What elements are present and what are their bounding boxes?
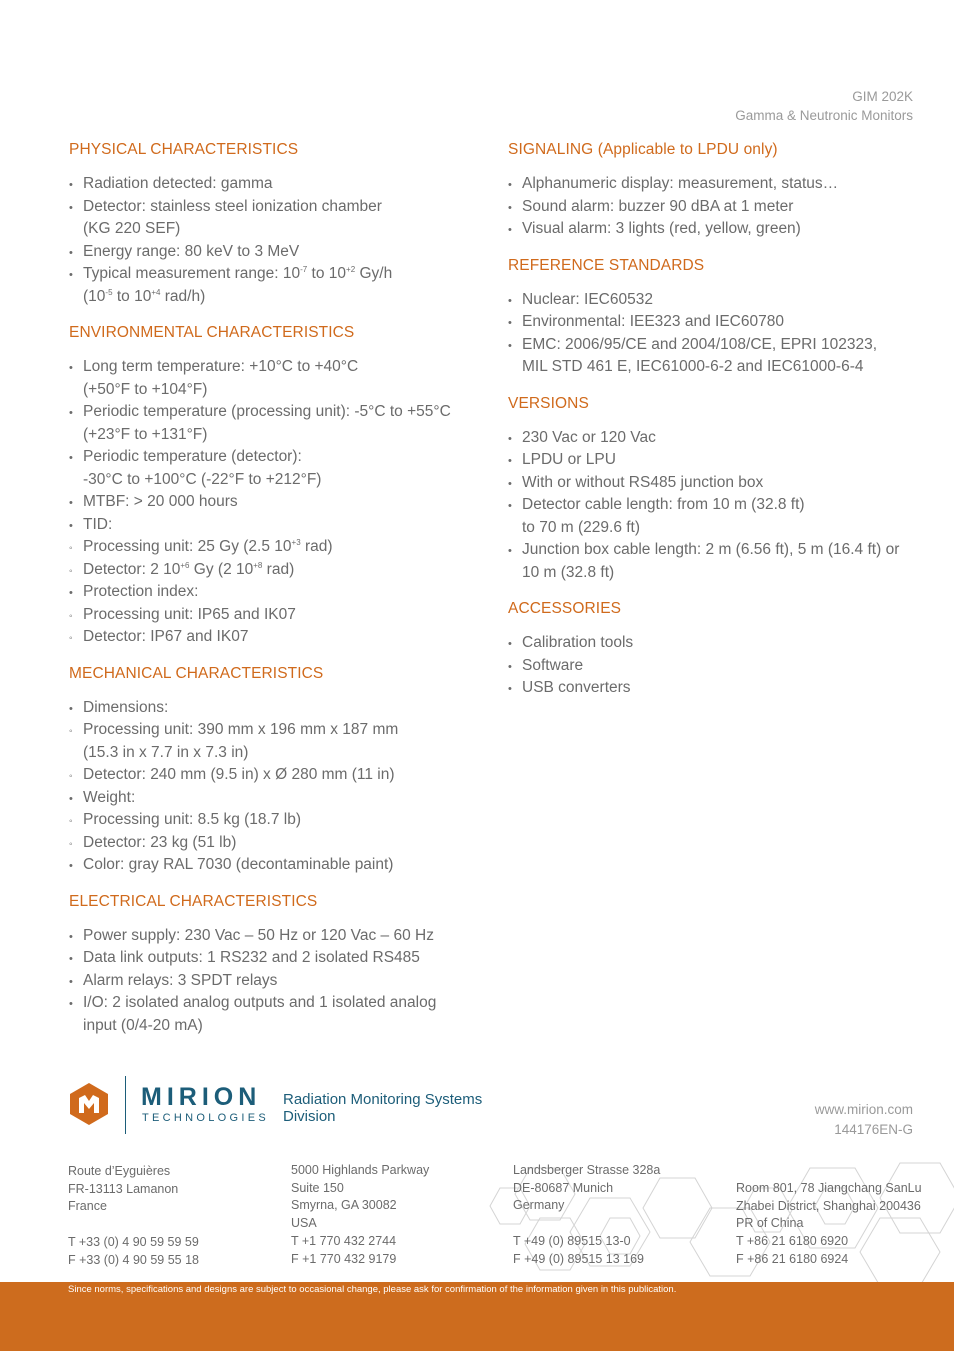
list-item: • With or without RS485 junction box <box>508 472 928 495</box>
phone-number: T +86 21 6180 6920 <box>736 1234 849 1249</box>
list-item: • Long term temperature: +10°C to +40°C (+50°F to +104°F) <box>69 356 479 401</box>
list-item: • Junction box cable length: 2 m (6.56 ft), 5 m (16.4 ft) or 10 m (32.8 ft) <box>508 539 928 584</box>
list-item: • USB converters <box>508 677 928 700</box>
fax-number: F +49 (0) 89515 13 169 <box>513 1251 644 1266</box>
website-link[interactable]: www.mirion.com <box>814 1102 913 1117</box>
list-item: • Detector: stainless steel ionization chamber (KG 220 SEF) <box>69 196 479 241</box>
address-china: Room 801, 78 Jiangchang SanLu Zhabei District, Shanghai 200436 PR of China T +86 21 6180 6920 F +86 21 6180 6924 <box>736 1180 922 1269</box>
address-germany: Landsberger Strasse 328a DE-80687 Munich Germany T +49 (0) 89515 13-0 F +49 (0) 89515 13 169 <box>513 1162 660 1268</box>
sub-list-item: ◦ Detector: 2 $10^{+6}$ Gy (2 $10^{+8}$ rad) <box>69 559 479 582</box>
physical-list <box>69 173 479 308</box>
accessories-list <box>508 632 928 700</box>
list-item: • Periodic temperature (detector): -30°C to +100°C (-22°F to +212°F) <box>69 446 479 491</box>
sub-list-item: ◦ Processing unit: 25 Gy (2.5 $10^{+3}$ rad) <box>69 536 479 559</box>
list-item: • Protection index: <box>69 581 479 604</box>
sub-list-item: ◦ Processing unit: 8.5 kg (18.7 lb) <box>69 809 479 832</box>
logo-divider <box>125 1076 126 1134</box>
phone-number: T +33 (0) 4 90 59 59 59 <box>68 1234 199 1249</box>
list-item: • Typical measurement range: $10^{-7}$ to $10^{+2}$ Gy/h ($10^{-5}$ to $10^{+4}$ rad/h) <box>69 263 479 308</box>
right-column <box>508 140 928 715</box>
list-item: • MTBF: > 20 000 hours <box>69 491 479 514</box>
brand-name: MIRION <box>141 1083 262 1111</box>
signaling-list <box>508 173 928 241</box>
fax-number: F +86 21 6180 6924 <box>736 1251 849 1266</box>
list-item: • Environmental: IEE323 and IEC60780 <box>508 311 928 334</box>
sub-list-item: ◦ Detector: 23 kg (51 lb) <box>69 832 479 855</box>
list-item: • Calibration tools <box>508 632 928 655</box>
accessories-heading: ACCESSORIES <box>508 600 622 617</box>
standards-heading: REFERENCE STANDARDS <box>508 256 705 274</box>
list-item: • Alphanumeric display: measurement, status… <box>508 173 928 196</box>
list-item: • Color: gray RAL 7030 (decontaminable paint) <box>69 854 479 877</box>
list-item: • Data link outputs: 1 RS232 and 2 isolated RS485 <box>69 947 479 970</box>
list-item: • Software <box>508 655 928 678</box>
list-item: • Alarm relays: 3 SPDT relays <box>69 970 479 993</box>
list-item: • Periodic temperature (processing unit): -5°C to +55°C (+23°F to +131°F) <box>69 401 479 446</box>
list-item: • Radiation detected: gamma <box>69 173 479 196</box>
division-name: Radiation Monitoring Systems Division <box>283 1091 483 1125</box>
versions-list <box>508 427 928 585</box>
versions-heading: VERSIONS <box>508 394 589 412</box>
sub-list-item: ◦ Processing unit: 390 mm x 196 mm x 187 mm (15.3 in x 7.7 in x 7.3 in) <box>69 719 479 764</box>
sub-list-item: ◦ Detector: 240 mm (9.5 in) x Ø 280 mm (11 in) <box>69 764 479 787</box>
electrical-heading: ELECTRICAL CHARACTERISTICS <box>69 892 318 910</box>
standards-list <box>508 289 928 379</box>
signaling-heading: SIGNALING (Applicable to LPDU only) <box>508 141 778 158</box>
list-item: • 230 Vac or 120 Vac <box>508 427 928 450</box>
brand-subtitle: TECHNOLOGIES <box>142 1112 270 1124</box>
list-item: • Detector cable length: from 10 m (32.8 ft) to 70 m (229.6 ft) <box>508 494 928 539</box>
environmental-heading: ENVIRONMENTAL CHARACTERISTICS <box>69 324 355 341</box>
address-france: Route d’Eyguières FR-13113 Lamanon France T +33 (0) 4 90 59 59 59 F +33 (0) 4 90 59 55 18 <box>68 1163 199 1269</box>
disclaimer-text: Since norms, specifications and designs are subject to occasional change, please ask for confirmation of the information given in this publication. <box>68 1284 677 1295</box>
list-item: • I/O: 2 isolated analog outputs and 1 isolated analog input (0/4-20 mA) <box>69 992 479 1037</box>
list-item: • Nuclear: IEC60532 <box>508 289 928 312</box>
list-item: • EMC: 2006/95/CE and 2004/108/CE, EPRI 102323, MIL STD 461 E, IEC61000-6-2 and IEC61000-6-4 <box>508 334 928 379</box>
document-header <box>735 87 913 125</box>
sub-list-item: ◦ Processing unit: IP65 and IK07 <box>69 604 479 627</box>
list-item: • Visual alarm: 3 lights (red, yellow, green) <box>508 218 928 241</box>
mirion-logo-mark-icon <box>68 1082 110 1126</box>
fax-number: F +1 770 432 9179 <box>291 1251 397 1266</box>
mechanical-heading: MECHANICAL CHARACTERISTICS <box>69 664 324 682</box>
web-block <box>815 1100 913 1140</box>
environmental-list <box>69 356 479 649</box>
phone-number: T +49 (0) 89515 13-0 <box>513 1233 631 1248</box>
phone-number: T +1 770 432 2744 <box>291 1233 397 1248</box>
list-item: • TID: <box>69 514 479 537</box>
list-item: • Power supply: 230 Vac – 50 Hz or 120 Vac – 60 Hz <box>69 925 479 948</box>
left-column <box>69 140 479 1052</box>
mechanical-list <box>69 697 479 877</box>
electrical-list <box>69 925 479 1038</box>
list-item: • Dimensions: <box>69 697 479 720</box>
sub-list-item: ◦ Detector: IP67 and IK07 <box>69 626 479 649</box>
list-item: • Weight: <box>69 787 479 810</box>
product-code: GIM 202K <box>852 89 913 104</box>
list-item: • Energy range: 80 keV to 3 MeV <box>69 241 479 264</box>
physical-heading: PHYSICAL CHARACTERISTICS <box>69 141 299 158</box>
list-item: • LPDU or LPU <box>508 449 928 472</box>
list-item: • Sound alarm: buzzer 90 dBA at 1 meter <box>508 196 928 219</box>
fax-number: F +33 (0) 4 90 59 55 18 <box>68 1252 199 1267</box>
address-usa: 5000 Highlands Parkway Suite 150 Smyrna, GA 30082 USA T +1 770 432 2744 F +1 770 432 9179 <box>291 1162 429 1268</box>
product-subtitle: Gamma & Neutronic Monitors <box>735 108 913 123</box>
document-reference: 144176EN-G <box>834 1122 913 1137</box>
